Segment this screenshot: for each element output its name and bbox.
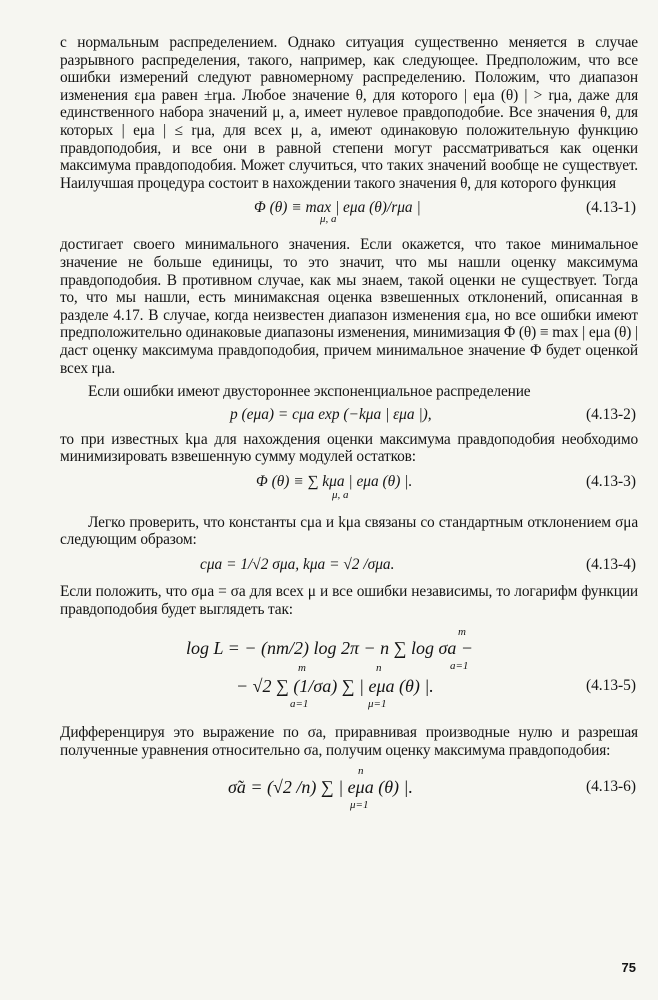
equation-superscript: n xyxy=(376,662,382,675)
equation-limits-row xyxy=(60,660,638,676)
equation-limits-row xyxy=(60,624,638,638)
paragraph-7: Дифференцируя это выражение по σa, приравнивая производные нулю и разрешая полученные уравнения относительно σa, получим оценку максимума правдоподобия: xyxy=(60,724,638,759)
equation-limits-row xyxy=(60,698,638,712)
equation-number: (4.13-4) xyxy=(585,556,636,574)
page-content xyxy=(60,34,638,811)
page-number: 75 xyxy=(621,960,636,975)
equation-body: Φ (θ) ≡ ∑ kμa | eμa (θ) |. xyxy=(256,472,413,490)
equation-body: − √2 ∑ (1/σa) ∑ | eμa (θ) |. xyxy=(236,676,434,697)
equation-subscript: μ=1 xyxy=(350,799,369,812)
equation-superscript: n xyxy=(358,765,364,778)
equation-number: (4.13-2) xyxy=(585,405,636,423)
paragraph-1: с нормальным распределением. Однако ситуация существенно меняется в случае разрывного распределения, такого, например, как следующее. Предположим, что все ошибки измерений следуют равномерному распределению. Положим, что диапазон изменения εμa равен ±rμa. Любое значение θ, для которого | eμa (θ) | > rμa, даже для единственного набора значений μ, a, имеет нулевое правдоподобие. Все значения θ, для которых | eμa | ≤ rμa, для всех μ, a, имеют одинаковую положительную функцию правдоподобия, и все они в равной степени могут рассматриваться как оценки максимума правдоподобия. Может случиться, что таких значений вообще не существует. Наилучшая процедура состоит в нахождении такого значения θ, для которого функция xyxy=(60,34,638,192)
equation-body: log L = − (nm/2) log 2π − n ∑ log σa − xyxy=(186,638,473,659)
equation-body: Φ (θ) ≡ max | eμa (θ)/rμa | xyxy=(254,199,421,217)
equation-limits-row xyxy=(60,765,638,777)
equation-superscript: m xyxy=(298,662,306,675)
paragraph-4: то при известных kμa для нахождения оценки максимума правдоподобия необходимо минимизировать взвешенную сумму модулей остатков: xyxy=(60,430,638,466)
equation-4-13-5-line-2 xyxy=(60,676,638,698)
equation-number: (4.13-1) xyxy=(585,199,636,217)
equation-body: cμa = 1/√2 σμa, kμa = √2 /σμa. xyxy=(200,556,395,574)
equation-body: p (eμa) = cμa exp (−kμa | εμa |), xyxy=(230,405,432,423)
equation-subscript: μ=1 xyxy=(368,698,387,711)
equation-number: (4.13-6) xyxy=(585,778,636,796)
equation-4-13-5-line-1 xyxy=(60,638,638,660)
equation-4-13-3 xyxy=(60,472,638,492)
paragraph-3: Если ошибки имеют двустороннее экспоненциальное распределение xyxy=(88,383,531,401)
equation-subscript-row xyxy=(60,213,638,230)
equation-number: (4.13-5) xyxy=(585,677,636,695)
equation-superscript: m xyxy=(458,626,466,639)
equation-limits-row xyxy=(60,799,638,811)
paragraph-2: достигает своего минимального значения. Если окажется, что такое минимальное значение не больше единицы, то это значит, что мы нашли оценку максимума правдоподобия. В противном случае, как мы знаем, такой оценки не существует. Тогда то, что мы нашли, есть минимаксная оценка взвешенных отклонений, описанная в разделе 4.17. В случае, когда неизвестен диапазон изменения εμa, но все ошибки имеют предположительно одинаковые диапазоны изменения, минимизация Φ (θ) ≡ max | eμa (θ) | даст оценку максимума правдоподобия, причем минимальное значение Φ будет оценкой всех rμa. xyxy=(60,236,638,377)
equation-4-13-4 xyxy=(60,555,638,575)
equation-4-13-2 xyxy=(60,405,638,425)
equation-4-13-1 xyxy=(60,198,638,218)
equation-body: σ̃a = (√2 /n) ∑ | eμa (θ) |. xyxy=(228,777,413,798)
equation-number: (4.13-3) xyxy=(585,472,636,490)
equation-subscript: μ, a xyxy=(320,213,337,226)
paragraph-5: Легко проверить, что константы cμa и kμa связаны со стандартным отклонением σμa следующим образом: xyxy=(60,513,638,549)
equation-subscript-row xyxy=(60,488,638,504)
equation-subscript: a=1 xyxy=(450,660,469,673)
equation-subscript: a=1 xyxy=(290,698,309,711)
equation-subscript: μ, a xyxy=(332,488,349,501)
paragraph-6: Если положить, что σμa = σa для всех μ и все ошибки независимы, то логарифм функции правдоподобия будет выглядеть так: xyxy=(60,583,638,618)
equation-4-13-6 xyxy=(60,777,638,799)
